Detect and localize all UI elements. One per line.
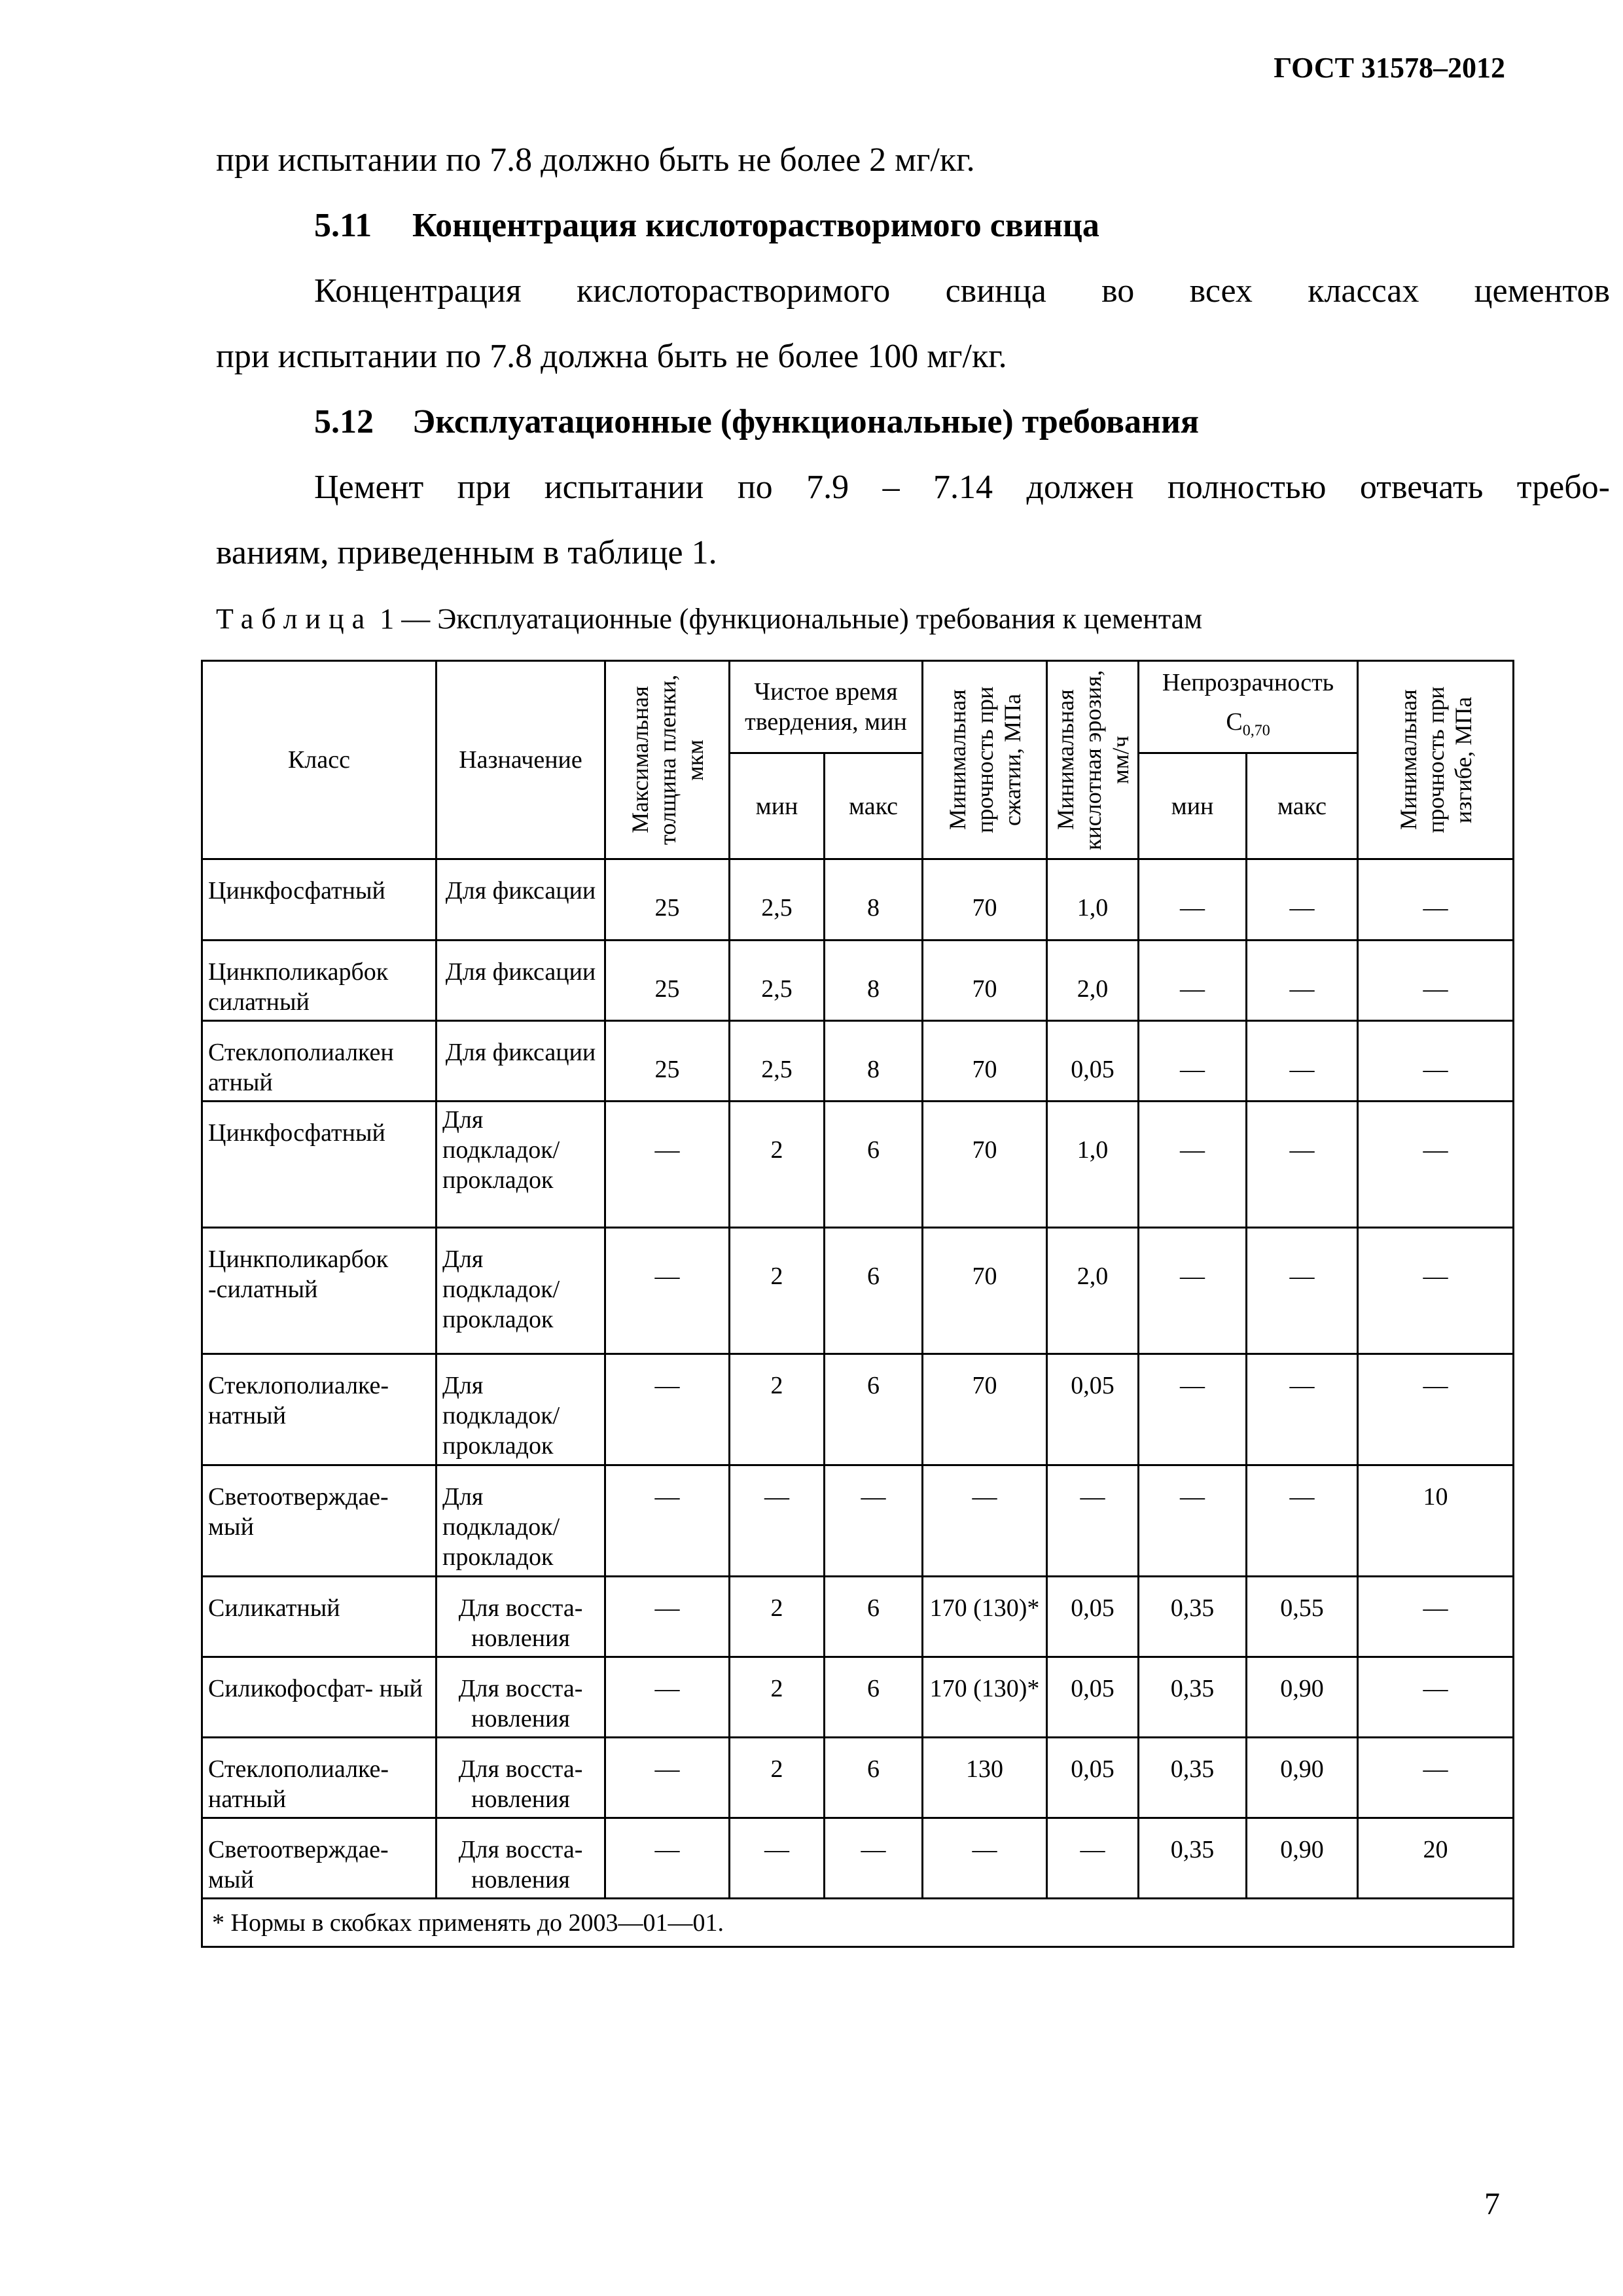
cell-opacity-min: — <box>1139 859 1247 941</box>
section-number: 5.11 <box>314 207 372 244</box>
cell-thickness: — <box>605 1228 730 1354</box>
cell-thickness: — <box>605 1657 730 1738</box>
cell-erosion: 1,0 <box>1047 1102 1139 1228</box>
cell-bending: — <box>1358 941 1514 1021</box>
cell-compressive: 70 <box>923 859 1047 941</box>
row-purpose: Для подкладок/ прокладок <box>437 1102 605 1228</box>
table-row <box>202 1228 1514 1354</box>
cell-time-max: 6 <box>825 1228 923 1354</box>
cell-compressive: — <box>923 1465 1047 1577</box>
cell-time-min: 2 <box>730 1657 825 1738</box>
cell-bending: — <box>1358 859 1514 941</box>
cell-thickness: — <box>605 1102 730 1228</box>
cell-opacity-max: 0,90 <box>1247 1818 1358 1899</box>
cell-erosion: 0,05 <box>1047 1021 1139 1102</box>
row-purpose: Для подкладок/ прокладок <box>437 1465 605 1577</box>
row-purpose: Для фиксации <box>437 859 605 941</box>
cell-opacity-max: — <box>1247 1354 1358 1465</box>
document-header: ГОСТ 31578–2012 <box>1274 52 1505 84</box>
cell-opacity-max: — <box>1247 1102 1358 1228</box>
cell-bending: — <box>1358 1102 1514 1228</box>
section-5-12-heading <box>216 389 1610 455</box>
cell-erosion: 2,0 <box>1047 941 1139 1021</box>
header-setting-time: Чистое время твердения, мин <box>730 661 923 753</box>
page-number: 7 <box>1484 2187 1500 2221</box>
header-erosion-cell <box>1047 661 1139 859</box>
row-class: Силикофосфат- ный <box>202 1657 437 1738</box>
cell-erosion: 0,05 <box>1047 1657 1139 1738</box>
paragraph-1: при испытании по 7.8 должно быть не более 2 мг/кг. <box>216 141 975 179</box>
row-purpose: Для фиксации <box>437 1021 605 1102</box>
paragraph-2-line-1: Концентрация кислоторастворимого свинца во всех классах цементов <box>314 272 1610 310</box>
cell-opacity-max: — <box>1247 859 1358 941</box>
header-thickness-cell <box>605 661 730 859</box>
cell-time-max: — <box>825 1465 923 1577</box>
cell-opacity-min: — <box>1139 1354 1247 1465</box>
cell-opacity-min: — <box>1139 1102 1247 1228</box>
cell-thickness: — <box>605 1577 730 1657</box>
header-opacity-label: Непрозрачность <box>1162 669 1334 697</box>
cell-compressive: 130 <box>923 1738 1047 1818</box>
header-bending: Минимальная прочность при изгибе, МПа <box>1395 686 1476 834</box>
table-row <box>202 1818 1514 1899</box>
row-class: Стеклополиалкен атный <box>202 1021 437 1102</box>
cell-time-min: 2 <box>730 1228 825 1354</box>
header-opacity <box>1139 661 1358 753</box>
table-row <box>202 1577 1514 1657</box>
header-compressive-cell <box>923 661 1047 859</box>
cell-time-min: 2,5 <box>730 859 825 941</box>
table-row <box>202 1738 1514 1818</box>
cell-thickness: 25 <box>605 859 730 941</box>
cell-erosion: — <box>1047 1818 1139 1899</box>
section-5-11-heading <box>216 193 1610 259</box>
row-purpose: Для подкладок/ прокладок <box>437 1354 605 1465</box>
cell-time-min: 2 <box>730 1738 825 1818</box>
cell-time-max: 8 <box>825 1021 923 1102</box>
cell-time-max: 8 <box>825 859 923 941</box>
table-caption-text: 1 — Эксплуатационные (функциональные) требования к цементам <box>380 603 1203 635</box>
row-class: Цинкфосфатный <box>202 1102 437 1228</box>
cell-thickness: — <box>605 1818 730 1899</box>
cell-thickness: 25 <box>605 1021 730 1102</box>
cell-opacity-min: 0,35 <box>1139 1818 1247 1899</box>
header-bending-cell <box>1358 661 1514 859</box>
row-class: Светоотверждае- мый <box>202 1818 437 1899</box>
cell-bending: 10 <box>1358 1465 1514 1577</box>
paragraph-2-line-2: при испытании по 7.8 должна быть не более 100 мг/кг. <box>216 338 1007 375</box>
cell-opacity-min: — <box>1139 1465 1247 1577</box>
cell-time-min: 2 <box>730 1354 825 1465</box>
cell-time-max: 6 <box>825 1657 923 1738</box>
cell-bending: — <box>1358 1577 1514 1657</box>
cell-thickness: — <box>605 1738 730 1818</box>
row-class: Цинкполикарбок силатный <box>202 941 437 1021</box>
cell-compressive: — <box>923 1818 1047 1899</box>
row-purpose: Для восста- новления <box>437 1818 605 1899</box>
table-row <box>202 1102 1514 1228</box>
paragraph-3-line-2: ваниям, приведенным в таблице 1. <box>216 534 717 571</box>
cell-opacity-max: 0,55 <box>1247 1577 1358 1657</box>
header-time-min: мин <box>730 753 825 859</box>
cell-erosion: 1,0 <box>1047 859 1139 941</box>
cell-bending: 20 <box>1358 1818 1514 1899</box>
section-title: Эксплуатационные (функциональные) требования <box>412 403 1200 440</box>
table-row <box>202 1465 1514 1577</box>
cell-bending: — <box>1358 1021 1514 1102</box>
cell-opacity-min: — <box>1139 941 1247 1021</box>
cell-time-min: — <box>730 1818 825 1899</box>
cell-time-max: 6 <box>825 1738 923 1818</box>
section-number: 5.12 <box>314 403 374 440</box>
table-row <box>202 859 1514 941</box>
cell-opacity-max: 0,90 <box>1247 1738 1358 1818</box>
cell-compressive: 170 (130)* <box>923 1577 1047 1657</box>
cell-opacity-min: — <box>1139 1228 1247 1354</box>
cell-erosion: 0,05 <box>1047 1738 1139 1818</box>
cell-compressive: 70 <box>923 1228 1047 1354</box>
cell-opacity-min: — <box>1139 1021 1247 1102</box>
header-opacity-symbol <box>1145 707 1351 746</box>
cell-time-min: 2 <box>730 1102 825 1228</box>
cell-erosion: 0,05 <box>1047 1354 1139 1465</box>
cell-thickness: — <box>605 1354 730 1465</box>
row-purpose: Для подкладок/ прокладок <box>437 1228 605 1354</box>
cell-compressive: 70 <box>923 1021 1047 1102</box>
requirements-table <box>201 660 1514 1948</box>
header-opacity-max: макс <box>1247 753 1358 859</box>
row-class: Стеклополиалке- натный <box>202 1738 437 1818</box>
cell-bending: — <box>1358 1657 1514 1738</box>
row-class: Цинкфосфатный <box>202 859 437 941</box>
section-title: Концентрация кислоторастворимого свинца <box>412 207 1099 244</box>
row-class: Силикатный <box>202 1577 437 1657</box>
row-purpose: Для восста- новления <box>437 1738 605 1818</box>
row-class: Цинкполикарбок -силатный <box>202 1228 437 1354</box>
row-purpose: Для фиксации <box>437 941 605 1021</box>
cell-opacity-min: 0,35 <box>1139 1577 1247 1657</box>
cell-bending: — <box>1358 1228 1514 1354</box>
opacity-symbol-letter: C <box>1226 708 1243 736</box>
cell-time-min: — <box>730 1465 825 1577</box>
cell-thickness: 25 <box>605 941 730 1021</box>
cell-time-max: — <box>825 1818 923 1899</box>
cell-thickness: — <box>605 1465 730 1577</box>
header-compressive: Минимальная прочность при сжатии, МПа <box>944 686 1026 834</box>
cell-compressive: 70 <box>923 1354 1047 1465</box>
header-time-max: макс <box>825 753 923 859</box>
table-row <box>202 1354 1514 1465</box>
cell-compressive: 70 <box>923 941 1047 1021</box>
cell-erosion: — <box>1047 1465 1139 1577</box>
table-row <box>202 941 1514 1021</box>
opacity-symbol-subscript: 0,70 <box>1242 722 1270 740</box>
row-purpose: Для восста- новления <box>437 1577 605 1657</box>
paragraph-3-line-1: Цемент при испытании по 7.9 – 7.14 должен полностью отвечать требо- <box>314 469 1610 506</box>
cell-opacity-min: 0,35 <box>1139 1738 1247 1818</box>
cell-time-min: 2,5 <box>730 941 825 1021</box>
cell-opacity-max: — <box>1247 1465 1358 1577</box>
cell-time-max: 6 <box>825 1102 923 1228</box>
table-footnote: * Нормы в скобках применять до 2003—01—01. <box>202 1899 1514 1947</box>
cell-time-min: 2,5 <box>730 1021 825 1102</box>
cell-time-min: 2 <box>730 1577 825 1657</box>
cell-opacity-min: 0,35 <box>1139 1657 1247 1738</box>
cell-erosion: 2,0 <box>1047 1228 1139 1354</box>
row-class: Светоотверждае- мый <box>202 1465 437 1577</box>
cell-opacity-max: — <box>1247 1228 1358 1354</box>
cell-opacity-max: — <box>1247 941 1358 1021</box>
table-row <box>202 1657 1514 1738</box>
header-opacity-min: мин <box>1139 753 1247 859</box>
row-class: Стеклополиалке- натный <box>202 1354 437 1465</box>
table-row <box>202 1021 1514 1102</box>
cell-time-max: 8 <box>825 941 923 1021</box>
cell-compressive: 170 (130)* <box>923 1657 1047 1738</box>
header-thickness: Максимальная толщина пленки, мкм <box>626 674 708 846</box>
header-purpose: Назначение <box>437 661 605 859</box>
table-caption-label: Таблица <box>216 603 373 635</box>
table-caption <box>216 602 1202 636</box>
cell-bending: — <box>1358 1738 1514 1818</box>
cell-bending: — <box>1358 1354 1514 1465</box>
cell-compressive: 70 <box>923 1102 1047 1228</box>
header-class: Класс <box>202 661 437 859</box>
cell-time-max: 6 <box>825 1354 923 1465</box>
cell-erosion: 0,05 <box>1047 1577 1139 1657</box>
cell-opacity-max: — <box>1247 1021 1358 1102</box>
cell-opacity-max: 0,90 <box>1247 1657 1358 1738</box>
cell-time-max: 6 <box>825 1577 923 1657</box>
row-purpose: Для восста- новления <box>437 1657 605 1738</box>
header-erosion: Минимальная кислотная эрозия, мм/ч <box>1052 670 1133 850</box>
